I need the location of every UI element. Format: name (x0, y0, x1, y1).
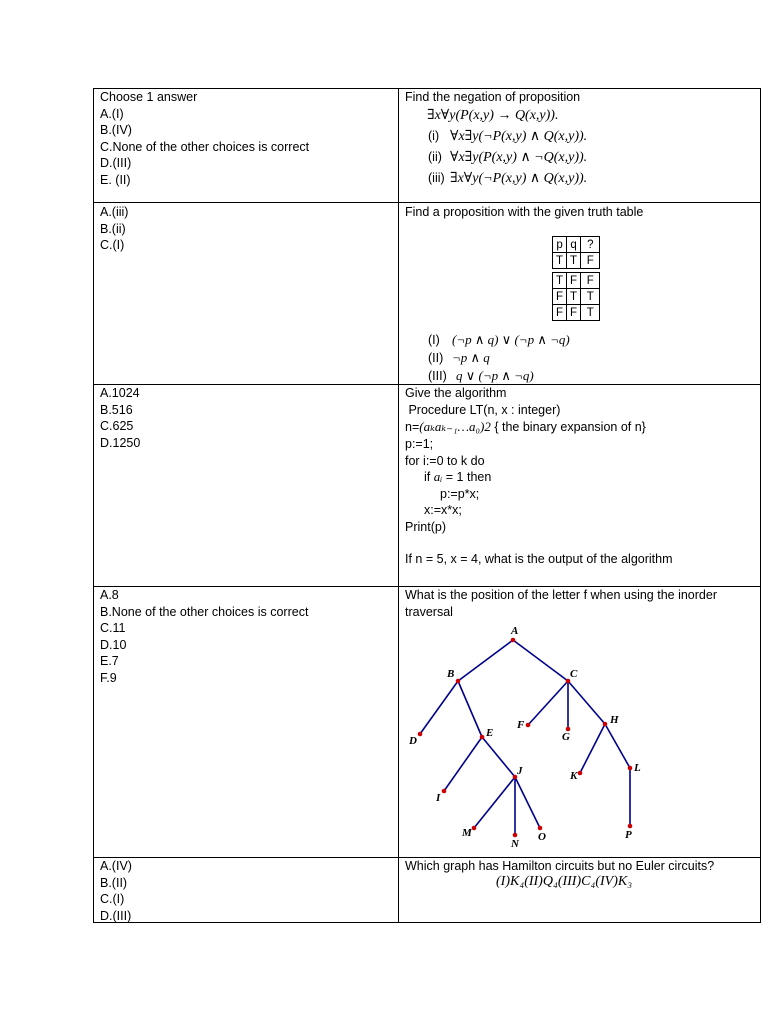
truth-table-header: ? (581, 237, 600, 253)
tree-node-label-b: B (447, 668, 455, 680)
question-text: Which graph has Hamilton circuits but no Euler circuits? (405, 859, 715, 873)
truth-table-cell: T (581, 305, 600, 321)
tree-node-label-p: P (625, 829, 632, 841)
table-border-left (93, 88, 94, 923)
row-divider (93, 202, 761, 203)
tree-edge-a-b (458, 640, 513, 681)
question-text: Find the negation of proposition (405, 90, 581, 104)
tree-node-f (526, 723, 531, 728)
code-line: n=(aₖaₖ₋₁…a₀)2 { the binary expansion of n} (405, 419, 646, 434)
answer-choice: B.(IV) (100, 123, 132, 137)
tree-labels (408, 625, 641, 850)
question-text: What is the position of the letter f when using the inorder traversal (405, 588, 717, 619)
code-line: if aᵢ = 1 then (424, 469, 492, 484)
answer-list (100, 89, 309, 188)
tree-edge-j-m (474, 777, 515, 828)
tree-node-label-h: H (610, 714, 619, 726)
answer-choice: A.8 (100, 588, 119, 602)
answer-list (100, 385, 140, 451)
option-list (428, 331, 570, 385)
answer-list (100, 858, 132, 924)
answer-choice: F.9 (100, 670, 117, 685)
truth-table-cell: F (581, 273, 600, 289)
answer-choice: A.(I) (100, 106, 124, 121)
option-expression: ∃x∀y(¬P(x,y) ∧ Q(x,y)). (450, 170, 588, 186)
tree-node-label-o: O (538, 831, 546, 843)
answer-choice: E. (II) (100, 172, 131, 187)
tree-node-label-j: J (517, 765, 523, 777)
answer-choice: B.None of the other choices is correct (100, 604, 309, 619)
question-prompt: If n = 5, x = 4, what is the output of the algorithm (405, 552, 673, 566)
option-label: (III) (428, 369, 447, 383)
tree-edge-c-h (568, 681, 605, 724)
option-line (428, 367, 570, 385)
answer-list (100, 204, 128, 254)
option-line (428, 331, 570, 349)
answer-choice: C.625 (100, 419, 134, 433)
tree-node-p (628, 824, 633, 829)
answer-choice: D.10 (100, 637, 127, 652)
tree-node-label-f: F (517, 719, 525, 731)
code-line: p:=1; (405, 437, 434, 451)
option-label: (I) (428, 333, 440, 347)
answer-choice: C.(I) (100, 892, 125, 906)
tree-node-m (472, 826, 477, 831)
answer-choice: D.(III) (100, 156, 132, 170)
truth-table-cell: T (567, 289, 581, 305)
code-line: Print(p) (405, 519, 446, 534)
column-divider (398, 88, 399, 923)
option-label: (II) (428, 351, 444, 365)
binary-tree-diagram (400, 620, 650, 852)
tree-edge-e-j (482, 737, 515, 777)
truth-table-cell: F (581, 253, 600, 269)
binary-expansion-expression: (aₖaₖ₋₁…a₀)2 (419, 419, 491, 434)
tree-node-label-n: N (511, 838, 519, 850)
option-line (405, 147, 587, 168)
tree-node-e (480, 735, 485, 740)
answer-choice: A.1024 (100, 386, 140, 400)
tree-edge-a-c (513, 640, 568, 681)
answer-choice: B.(II) (100, 875, 128, 890)
tree-edge-e-i (444, 737, 482, 791)
answer-choice: E.7 (100, 654, 119, 668)
truth-table-header: p (553, 237, 567, 253)
option-label: (ii) (428, 149, 442, 164)
question-text: Find a proposition with the given truth table (405, 205, 644, 219)
option-line (405, 126, 587, 147)
tree-node-label-m: M (462, 827, 472, 839)
tree-edge-h-l (605, 724, 630, 768)
tree-node-label-e: E (486, 727, 494, 739)
tree-node-label-a: A (511, 625, 519, 637)
proposition-expression: ∃x∀y(P(x,y) → Q(x,y)). (427, 107, 559, 123)
truth-table-cell: T (553, 253, 567, 269)
answer-choice: C.11 (100, 621, 126, 635)
table-border-right (760, 88, 761, 923)
tree-node-i (442, 789, 447, 794)
tree-node-label-g: G (562, 731, 570, 743)
tree-node-h (603, 722, 608, 727)
answer-choice: D.1250 (100, 435, 141, 450)
tree-node-d (418, 732, 423, 737)
answer-choice: D.(III) (100, 908, 132, 923)
answer-choice: C.None of the other choices is correct (100, 139, 310, 154)
tree-node-label-l: L (634, 762, 641, 774)
answer-choice: A.(iii) (100, 205, 129, 219)
truth-table-header: q (567, 237, 581, 253)
graph-list-expression: (I)K₄(II)Q₄(III)C₄(IV)K₃ (496, 874, 633, 889)
code-line: Procedure LT(n, x : integer) (405, 402, 561, 417)
answer-choice: C.(I) (100, 238, 125, 252)
tree-node-b (456, 679, 461, 684)
code-line: x:=x*x; (424, 503, 462, 517)
option-expression: ∀x∃y(P(x,y) ∧ ¬Q(x,y)). (450, 149, 588, 165)
tree-node-label-c: C (570, 668, 578, 680)
truth-table-cell: F (553, 289, 567, 305)
truth-table-cell: F (567, 305, 581, 321)
truth-table-cell: F (567, 273, 581, 289)
question-cell (405, 89, 587, 189)
code-line: for i:=0 to k do (405, 453, 485, 468)
tree-node-label-i: I (436, 792, 441, 804)
tree-node-l (628, 766, 633, 771)
answer-choice-header: Choose 1 answer (100, 90, 198, 104)
option-label: (i) (428, 128, 440, 143)
tree-node-a (511, 638, 516, 643)
table-border-bottom (93, 922, 761, 923)
option-label: (iii) (428, 170, 445, 185)
option-expression: q ∨ (¬p ∧ ¬q) (456, 368, 534, 383)
truth-table-cell: T (567, 253, 581, 269)
tree-node-o (538, 826, 543, 831)
question-text: Give the algorithm (405, 386, 507, 400)
truth-table-cell: T (553, 273, 567, 289)
option-expression: ∀x∃y(¬P(x,y) ∧ Q(x,y)). (450, 128, 588, 144)
option-line (405, 168, 587, 189)
option-line (428, 349, 570, 367)
tree-edge-h-k (580, 724, 605, 773)
truth-table-cell: F (553, 305, 567, 321)
answer-choice: B.516 (100, 402, 133, 417)
tree-node-n (513, 833, 518, 838)
tree-edge-b-e (458, 681, 482, 737)
option-expression: (¬p ∧ q) ∨ (¬p ∧ ¬q) (452, 332, 570, 347)
answer-choice: A.(IV) (100, 859, 132, 873)
algorithm-block (405, 385, 673, 568)
tree-edge-j-o (515, 777, 540, 828)
code-line: p:=p*x; (440, 486, 480, 501)
truth-table-cell: T (581, 289, 600, 305)
tree-node-label-k: K (570, 770, 578, 782)
truth-table (552, 236, 600, 321)
tree-edge-b-d (420, 681, 458, 734)
tree-node-label-d: D (409, 735, 417, 747)
answer-choice: B.(ii) (100, 221, 126, 236)
option-expression: ¬p ∧ q (452, 350, 490, 365)
answer-list (100, 587, 308, 686)
tree-node-k (578, 771, 583, 776)
tree-edge-c-f (528, 681, 568, 725)
